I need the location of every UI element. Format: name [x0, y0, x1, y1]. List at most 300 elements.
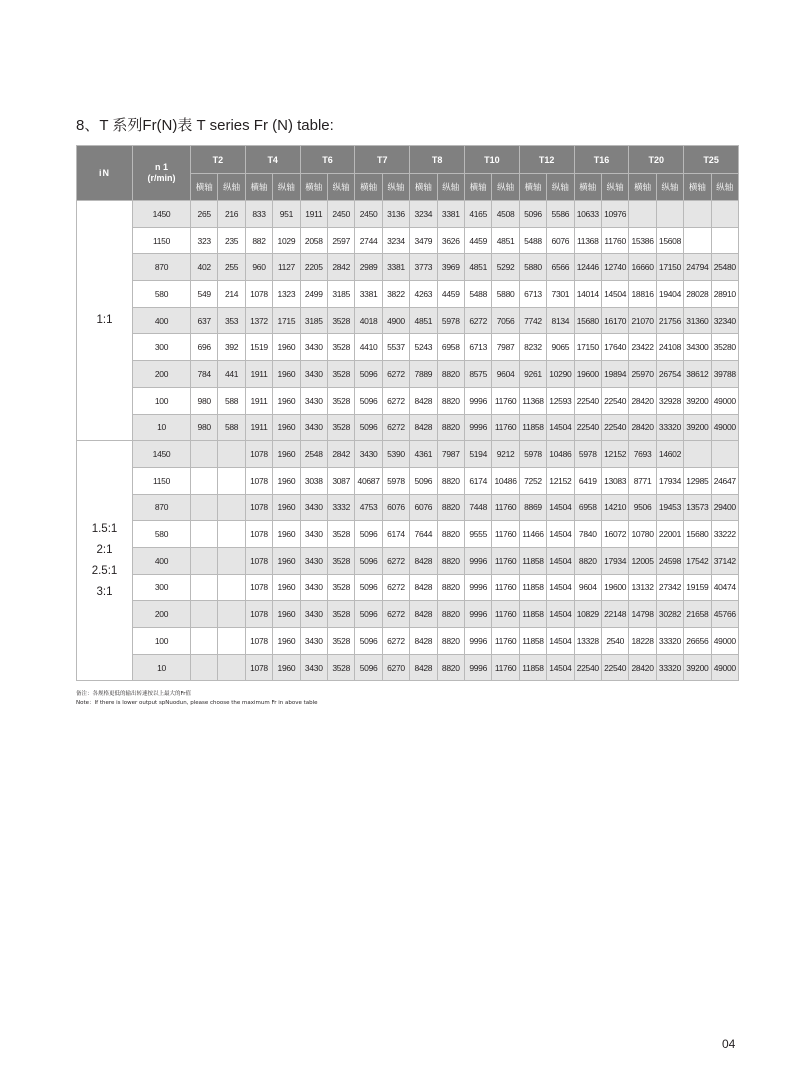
force-value-cell: 882: [245, 227, 272, 254]
force-value-cell: 17934: [656, 467, 683, 494]
force-value-cell: [191, 467, 218, 494]
force-value-cell: 8820: [437, 521, 464, 548]
force-value-cell: 25480: [711, 254, 738, 281]
force-value-cell: 10976: [601, 201, 628, 228]
force-value-cell: 12446: [574, 254, 601, 281]
force-value-cell: 28910: [711, 281, 738, 308]
force-value-cell: 17640: [601, 334, 628, 361]
force-value-cell: 8820: [437, 547, 464, 574]
force-value-cell: 11760: [492, 414, 519, 441]
force-value-cell: 8820: [437, 361, 464, 388]
force-value-cell: [711, 227, 738, 254]
force-value-cell: 1960: [273, 521, 300, 548]
axial-axis-header: 纵轴: [711, 174, 738, 201]
force-value-cell: [191, 521, 218, 548]
force-value-cell: 14504: [547, 414, 574, 441]
axial-axis-header: 纵轴: [218, 174, 245, 201]
force-value-cell: [656, 201, 683, 228]
force-value-cell: 3430: [300, 574, 327, 601]
force-value-cell: 6958: [437, 334, 464, 361]
radial-axis-header: 横轴: [629, 174, 656, 201]
force-value-cell: 7644: [410, 521, 437, 548]
force-value-cell: 1960: [273, 361, 300, 388]
force-value-cell: [218, 521, 245, 548]
force-value-cell: 3430: [300, 361, 327, 388]
force-value-cell: 11466: [519, 521, 546, 548]
force-value-cell: 1078: [245, 494, 272, 521]
force-value-cell: 6076: [382, 494, 409, 521]
force-value-cell: 3528: [327, 521, 354, 548]
force-value-cell: 7252: [519, 467, 546, 494]
table-row: [77, 361, 739, 388]
force-value-cell: 5096: [355, 547, 382, 574]
force-value-cell: 24647: [711, 467, 738, 494]
force-value-cell: 951: [273, 201, 300, 228]
force-value-cell: 18228: [629, 628, 656, 655]
force-value-cell: [191, 574, 218, 601]
force-value-cell: 2058: [300, 227, 327, 254]
force-value-cell: 7448: [464, 494, 491, 521]
force-value-cell: 6272: [382, 628, 409, 655]
force-value-cell: 11858: [519, 601, 546, 628]
force-value-cell: 7987: [492, 334, 519, 361]
force-value-cell: 3528: [327, 628, 354, 655]
speed-cell: 200: [133, 361, 191, 388]
force-value-cell: 255: [218, 254, 245, 281]
table-header-row: [77, 146, 739, 174]
force-value-cell: 9996: [464, 387, 491, 414]
force-value-cell: 8428: [410, 628, 437, 655]
force-value-cell: 3430: [300, 387, 327, 414]
table-row: [77, 521, 739, 548]
speed-cell: 1150: [133, 227, 191, 254]
force-value-cell: 19453: [656, 494, 683, 521]
force-value-cell: 23422: [629, 334, 656, 361]
force-value-cell: 8134: [547, 307, 574, 334]
force-value-cell: 980: [191, 414, 218, 441]
force-value-cell: 7301: [547, 281, 574, 308]
force-value-cell: 4263: [410, 281, 437, 308]
force-value-cell: 19600: [601, 574, 628, 601]
force-value-cell: 6272: [382, 547, 409, 574]
force-value-cell: 1911: [245, 361, 272, 388]
force-value-cell: 6272: [382, 601, 409, 628]
force-value-cell: [684, 201, 711, 228]
force-value-cell: 22540: [574, 654, 601, 681]
force-value-cell: 6272: [382, 574, 409, 601]
force-value-cell: 5880: [492, 281, 519, 308]
force-value-cell: 4900: [382, 307, 409, 334]
force-value-cell: 12005: [629, 547, 656, 574]
force-value-cell: 15386: [629, 227, 656, 254]
force-value-cell: 6419: [574, 467, 601, 494]
note-english: Note：If there is lower output spNuodun, please choose the maximum Fr in above table: [76, 700, 318, 706]
force-value-cell: 1715: [273, 307, 300, 334]
force-value-cell: 11760: [492, 654, 519, 681]
force-value-cell: 3528: [327, 361, 354, 388]
force-value-cell: 5096: [355, 628, 382, 655]
force-value-cell: 25970: [629, 361, 656, 388]
force-value-cell: 4508: [492, 201, 519, 228]
axial-axis-header: 纵轴: [601, 174, 628, 201]
force-value-cell: 235: [218, 227, 245, 254]
force-value-cell: 3381: [437, 201, 464, 228]
force-value-cell: 1960: [273, 494, 300, 521]
force-value-cell: 17150: [574, 334, 601, 361]
force-value-cell: 1960: [273, 387, 300, 414]
force-value-cell: 5096: [355, 414, 382, 441]
radial-axis-header: 横轴: [245, 174, 272, 201]
force-value-cell: 8428: [410, 574, 437, 601]
force-value-cell: 1911: [245, 387, 272, 414]
force-value-cell: 8428: [410, 387, 437, 414]
force-value-cell: 6272: [382, 361, 409, 388]
force-value-cell: 5488: [464, 281, 491, 308]
ratio-label: 3:1: [96, 585, 113, 598]
force-value-cell: 980: [191, 387, 218, 414]
force-value-cell: 12152: [547, 467, 574, 494]
radial-axis-header: 横轴: [355, 174, 382, 201]
force-value-cell: 4459: [464, 227, 491, 254]
force-value-cell: 34300: [684, 334, 711, 361]
force-value-cell: 12152: [601, 441, 628, 468]
force-value-cell: 3479: [410, 227, 437, 254]
force-value-cell: [191, 547, 218, 574]
force-value-cell: 22540: [574, 387, 601, 414]
force-value-cell: 5390: [382, 441, 409, 468]
force-value-cell: 14504: [547, 601, 574, 628]
force-value-cell: 1960: [273, 654, 300, 681]
force-value-cell: 9996: [464, 414, 491, 441]
force-value-cell: 960: [245, 254, 272, 281]
force-value-cell: 14504: [547, 547, 574, 574]
force-value-cell: 14798: [629, 601, 656, 628]
force-value-cell: 9996: [464, 547, 491, 574]
speed-cell: 1150: [133, 467, 191, 494]
speed-cell: 300: [133, 574, 191, 601]
axial-axis-header: 纵轴: [547, 174, 574, 201]
force-value-cell: 5488: [519, 227, 546, 254]
model-header-t7: T7: [355, 146, 410, 174]
force-value-cell: 5096: [410, 467, 437, 494]
force-value-cell: 3430: [300, 654, 327, 681]
force-value-cell: 1078: [245, 547, 272, 574]
table-row: [77, 467, 739, 494]
force-value-cell: 16072: [601, 521, 628, 548]
axial-axis-header: 纵轴: [656, 174, 683, 201]
force-value-cell: 2450: [355, 201, 382, 228]
force-value-cell: 588: [218, 387, 245, 414]
force-value-cell: 22540: [601, 654, 628, 681]
force-value-cell: 11760: [492, 601, 519, 628]
force-value-cell: 9506: [629, 494, 656, 521]
force-value-cell: 6174: [382, 521, 409, 548]
force-value-cell: 24598: [656, 547, 683, 574]
force-value-cell: 11760: [601, 227, 628, 254]
force-value-cell: 3430: [300, 601, 327, 628]
force-value-cell: 3234: [382, 227, 409, 254]
force-value-cell: 3430: [300, 334, 327, 361]
force-value-cell: 30282: [656, 601, 683, 628]
force-value-cell: 2842: [327, 254, 354, 281]
force-value-cell: 6076: [410, 494, 437, 521]
table-row: [77, 601, 739, 628]
force-value-cell: 7987: [437, 441, 464, 468]
force-value-cell: 39200: [684, 414, 711, 441]
radial-axis-header: 横轴: [519, 174, 546, 201]
force-value-cell: 3528: [327, 387, 354, 414]
force-value-cell: 1960: [273, 628, 300, 655]
force-value-cell: 1960: [273, 574, 300, 601]
force-value-cell: 11368: [574, 227, 601, 254]
force-value-cell: 8820: [437, 654, 464, 681]
table-row: [77, 441, 739, 468]
model-header-t20: T20: [629, 146, 684, 174]
force-value-cell: 5292: [492, 254, 519, 281]
force-value-cell: 16170: [601, 307, 628, 334]
force-value-cell: 7840: [574, 521, 601, 548]
force-value-cell: 9996: [464, 601, 491, 628]
force-value-cell: [191, 601, 218, 628]
force-value-cell: 265: [191, 201, 218, 228]
table-notes: [76, 690, 318, 708]
force-value-cell: 9996: [464, 628, 491, 655]
force-value-cell: 1029: [273, 227, 300, 254]
force-value-cell: 9065: [547, 334, 574, 361]
force-value-cell: 22540: [574, 414, 601, 441]
force-value-cell: 5243: [410, 334, 437, 361]
force-value-cell: 3381: [382, 254, 409, 281]
force-value-cell: 2548: [300, 441, 327, 468]
force-value-cell: 392: [218, 334, 245, 361]
force-value-cell: 32928: [656, 387, 683, 414]
force-value-cell: 1960: [273, 441, 300, 468]
force-value-cell: 3430: [300, 628, 327, 655]
speed-cell: 870: [133, 494, 191, 521]
force-value-cell: 8820: [437, 387, 464, 414]
force-value-cell: 7693: [629, 441, 656, 468]
force-value-cell: 12740: [601, 254, 628, 281]
force-value-cell: 11858: [519, 414, 546, 441]
force-value-cell: 5586: [547, 201, 574, 228]
force-value-cell: 3528: [327, 574, 354, 601]
force-value-cell: 1960: [273, 601, 300, 628]
force-value-cell: 5096: [355, 521, 382, 548]
force-value-cell: 8428: [410, 654, 437, 681]
force-value-cell: 11760: [492, 547, 519, 574]
force-value-cell: 1127: [273, 254, 300, 281]
force-value-cell: 3185: [327, 281, 354, 308]
force-value-cell: [684, 227, 711, 254]
force-value-cell: 7056: [492, 307, 519, 334]
force-value-cell: 3430: [300, 494, 327, 521]
force-value-cell: 40474: [711, 574, 738, 601]
force-value-cell: 9604: [492, 361, 519, 388]
force-value-cell: 21756: [656, 307, 683, 334]
force-value-cell: 3136: [382, 201, 409, 228]
force-value-cell: [218, 441, 245, 468]
ratio-column-header: iN: [77, 146, 133, 201]
radial-axis-header: 横轴: [464, 174, 491, 201]
force-value-cell: 10290: [547, 361, 574, 388]
model-header-t10: T10: [464, 146, 519, 174]
force-value-cell: 6270: [382, 654, 409, 681]
table-row: [77, 227, 739, 254]
page-title: 8、T 系列Fr(N)表 T series Fr (N) table:: [76, 117, 334, 134]
force-value-cell: 8869: [519, 494, 546, 521]
force-value-cell: 3381: [355, 281, 382, 308]
force-value-cell: 12985: [684, 467, 711, 494]
force-value-cell: 8820: [437, 628, 464, 655]
force-value-cell: 8771: [629, 467, 656, 494]
speed-cell: 580: [133, 281, 191, 308]
force-value-cell: 8820: [437, 574, 464, 601]
force-value-cell: 33320: [656, 654, 683, 681]
force-value-cell: 14210: [601, 494, 628, 521]
force-value-cell: 17934: [601, 547, 628, 574]
table-row: [77, 494, 739, 521]
force-value-cell: 1078: [245, 654, 272, 681]
force-value-cell: 11858: [519, 547, 546, 574]
force-value-cell: 8820: [437, 414, 464, 441]
force-value-cell: 3528: [327, 334, 354, 361]
force-value-cell: 19894: [601, 361, 628, 388]
force-value-cell: 3430: [300, 521, 327, 548]
force-value-cell: 9996: [464, 574, 491, 601]
table-row: [77, 307, 739, 334]
force-value-cell: 3822: [382, 281, 409, 308]
ratio-label: 2:1: [96, 543, 113, 556]
force-value-cell: 12593: [547, 387, 574, 414]
force-value-cell: 3185: [300, 307, 327, 334]
force-value-cell: [191, 441, 218, 468]
force-value-cell: [711, 441, 738, 468]
force-value-cell: 2205: [300, 254, 327, 281]
force-value-cell: 14504: [547, 628, 574, 655]
force-value-cell: 33222: [711, 521, 738, 548]
force-value-cell: 549: [191, 281, 218, 308]
force-value-cell: 14504: [547, 654, 574, 681]
force-value-cell: 5096: [519, 201, 546, 228]
force-value-cell: 29400: [711, 494, 738, 521]
force-value-cell: 5096: [355, 601, 382, 628]
force-value-cell: [218, 601, 245, 628]
force-value-cell: [218, 547, 245, 574]
model-header-t12: T12: [519, 146, 574, 174]
ratio-label: 2.5:1: [91, 564, 118, 577]
force-value-cell: 3038: [300, 467, 327, 494]
force-value-cell: 2744: [355, 227, 382, 254]
force-value-cell: 6272: [382, 387, 409, 414]
force-value-cell: 3234: [410, 201, 437, 228]
force-value-cell: 4165: [464, 201, 491, 228]
force-value-cell: 4018: [355, 307, 382, 334]
radial-axis-header: 横轴: [574, 174, 601, 201]
force-value-cell: 22540: [601, 387, 628, 414]
force-value-cell: 39200: [684, 387, 711, 414]
model-header-t4: T4: [245, 146, 300, 174]
force-value-cell: 10780: [629, 521, 656, 548]
force-value-cell: 24794: [684, 254, 711, 281]
force-value-cell: 19159: [684, 574, 711, 601]
force-value-cell: 4361: [410, 441, 437, 468]
force-value-cell: 26656: [684, 628, 711, 655]
speed-header-unit: (r/min): [147, 173, 176, 183]
force-value-cell: 14014: [574, 281, 601, 308]
force-value-cell: 40687: [355, 467, 382, 494]
force-value-cell: 1078: [245, 281, 272, 308]
force-value-cell: 49000: [711, 387, 738, 414]
force-value-cell: 28420: [629, 654, 656, 681]
force-value-cell: 13132: [629, 574, 656, 601]
force-value-cell: 6272: [464, 307, 491, 334]
table-row: [77, 387, 739, 414]
force-value-cell: [218, 574, 245, 601]
table-row: [77, 281, 739, 308]
force-value-cell: 14504: [547, 494, 574, 521]
force-value-cell: 14504: [547, 574, 574, 601]
note-chinese: 备注：各规格更低的输出转速按以上最大的Fr值: [76, 691, 192, 697]
force-value-cell: 14504: [547, 521, 574, 548]
table-row: [77, 547, 739, 574]
force-value-cell: 3430: [355, 441, 382, 468]
force-value-cell: [191, 494, 218, 521]
force-value-cell: 3773: [410, 254, 437, 281]
force-value-cell: [684, 441, 711, 468]
force-value-cell: 21070: [629, 307, 656, 334]
force-value-cell: 3528: [327, 307, 354, 334]
force-value-cell: 10486: [547, 441, 574, 468]
ratio-label: 1.5:1: [91, 522, 118, 535]
force-value-cell: 33320: [656, 414, 683, 441]
force-value-cell: 2597: [327, 227, 354, 254]
force-value-cell: 11858: [519, 654, 546, 681]
force-value-cell: 11858: [519, 574, 546, 601]
force-value-cell: 3430: [300, 414, 327, 441]
force-value-cell: 2499: [300, 281, 327, 308]
force-value-cell: 28028: [684, 281, 711, 308]
force-value-cell: 21658: [684, 601, 711, 628]
force-value-cell: 5096: [355, 361, 382, 388]
force-value-cell: 1911: [245, 414, 272, 441]
force-value-cell: 9996: [464, 654, 491, 681]
force-value-cell: 15680: [574, 307, 601, 334]
speed-cell: 10: [133, 654, 191, 681]
force-value-cell: 22540: [601, 414, 628, 441]
force-value-cell: 14504: [601, 281, 628, 308]
force-value-cell: 8428: [410, 547, 437, 574]
force-value-cell: 9261: [519, 361, 546, 388]
force-value-cell: 5978: [382, 467, 409, 494]
radial-axis-header: 横轴: [684, 174, 711, 201]
ratio-cell: [77, 201, 133, 441]
force-value-cell: 216: [218, 201, 245, 228]
force-value-cell: [218, 628, 245, 655]
force-value-cell: 28420: [629, 414, 656, 441]
force-value-cell: [711, 201, 738, 228]
force-value-cell: 1078: [245, 467, 272, 494]
axial-axis-header: 纵轴: [492, 174, 519, 201]
speed-cell: 870: [133, 254, 191, 281]
force-value-cell: 22148: [601, 601, 628, 628]
force-value-cell: 1960: [273, 334, 300, 361]
axial-axis-header: 纵轴: [437, 174, 464, 201]
force-value-cell: 833: [245, 201, 272, 228]
speed-cell: 200: [133, 601, 191, 628]
force-value-cell: 8820: [437, 494, 464, 521]
radial-axis-header: 横轴: [191, 174, 218, 201]
force-value-cell: 11760: [492, 494, 519, 521]
